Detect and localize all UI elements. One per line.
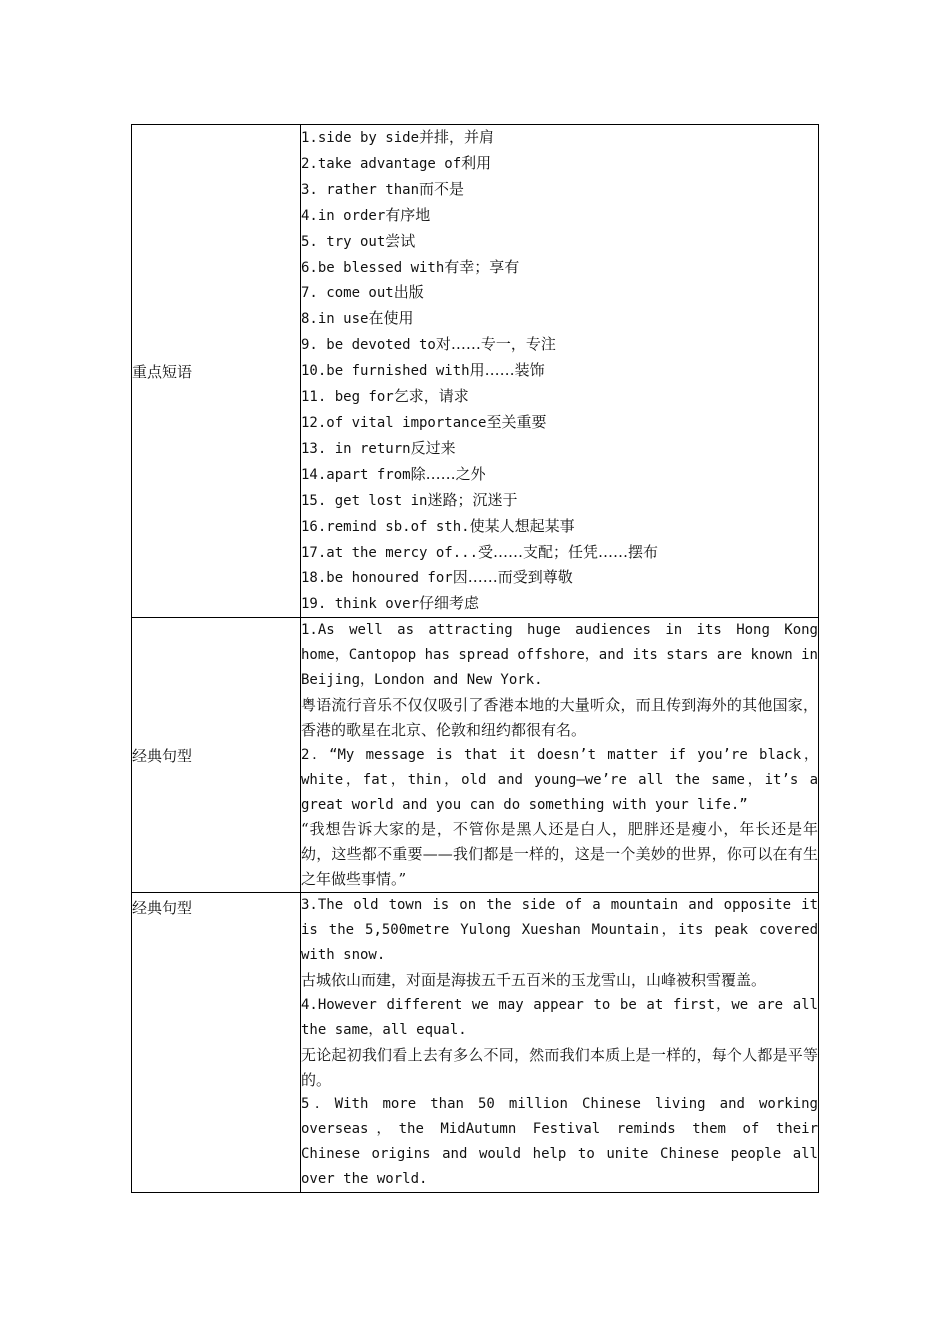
phrase-item: 4.in order有序地: [301, 205, 431, 224]
sentence-zh: “我想告诉大家的是，不管你是黑人还是白人，肥胖还是瘦小，年长还是年幼，这些都不重要——我们都是一样的，这是一个美妙的世界，你可以在有生之年做些事情。”: [301, 820, 818, 889]
row-label-classic-sentences: 经典句型: [132, 893, 301, 1193]
phrase-item: 1.side by side并排，并肩: [301, 128, 495, 146]
row-label-key-phrases: 重点短语: [132, 125, 301, 618]
phrase-item: 3. rather than而不是: [301, 179, 465, 198]
phrase-item: 17.at the mercy of...受……支配；任凭……摆布: [301, 542, 659, 561]
phrase-item: 14.apart from除……之外: [301, 464, 486, 483]
sentence-zh: 粤语流行音乐不仅仅吸引了香港本地的大量听众，而且传到海外的其他国家，香港的歌星在北京、伦敦和纽约都很有名。: [301, 695, 818, 739]
sentence-list: [301, 618, 819, 893]
table-row-classic-sentences-2: [132, 893, 819, 1193]
phrase-item: 16.remind sb.of sth.使某人想起某事: [301, 516, 575, 535]
sentence-en: 1.As well as attracting huge audiences in its Hong Kong home，Cantopop has spread offshore，and its stars are known in Beijing，London and New York.: [301, 622, 818, 689]
table-row-classic-sentences-1: [132, 618, 819, 893]
phrase-item: 12.of vital importance至关重要: [301, 412, 547, 431]
phrase-item: 15. get lost in迷路；沉迷于: [301, 490, 518, 509]
study-table: [131, 124, 819, 1193]
phrase-item: 6.be blessed with有幸；享有: [301, 257, 520, 276]
phrase-item: 19. think over仔细考虑: [301, 594, 480, 613]
phrase-item: 13. in return反过来: [301, 438, 456, 457]
phrase-item: 11. beg for乞求，请求: [301, 387, 469, 406]
phrase-item: 8.in use在使用: [301, 309, 414, 328]
phrase-item: 7. come out出版: [301, 283, 424, 302]
table-row-key-phrases: [132, 125, 819, 618]
sentence-list: [301, 893, 819, 1193]
phrase-item: 2.take advantage of利用: [301, 153, 492, 172]
sentence-en: 4.However different we may appear to be at first，we are all the same，all equal.: [301, 996, 818, 1038]
phrase-list: [301, 125, 819, 618]
sentence-zh: 无论起初我们看上去有多么不同，然而我们本质上是一样的，每个人都是平等的。: [301, 1045, 818, 1089]
phrase-item: 10.be furnished with用……装饰: [301, 361, 545, 380]
sentence-en: 2．“My message is that it doesn’t matter if you’re black，white，fat，thin，old and young—we’re all the same，it’s a great world and you can do something with your life.”: [301, 746, 818, 813]
sentence-en: 5．With more than 50 million Chinese living and working overseas，the MidAutumn Festival reminds them of their Chinese origins and would help to unite Chinese people all over the world.: [301, 1096, 818, 1188]
phrase-item: 5. try out尝试: [301, 231, 416, 250]
row-label-classic-sentences: 经典句型: [132, 618, 301, 893]
sentence-en: 3.The old town is on the side of a mountain and opposite it is the 5,500metre Yulong Xueshan Mountain，its peak covered with snow.: [301, 897, 818, 963]
phrase-item: 18.be honoured for因……而受到尊敬: [301, 568, 573, 587]
phrase-item: 9. be devoted to对……专一，专注: [301, 335, 556, 354]
sentence-zh: 古城依山而建，对面是海拔五千五百米的玉龙雪山，山峰被积雪覆盖。: [301, 970, 767, 989]
